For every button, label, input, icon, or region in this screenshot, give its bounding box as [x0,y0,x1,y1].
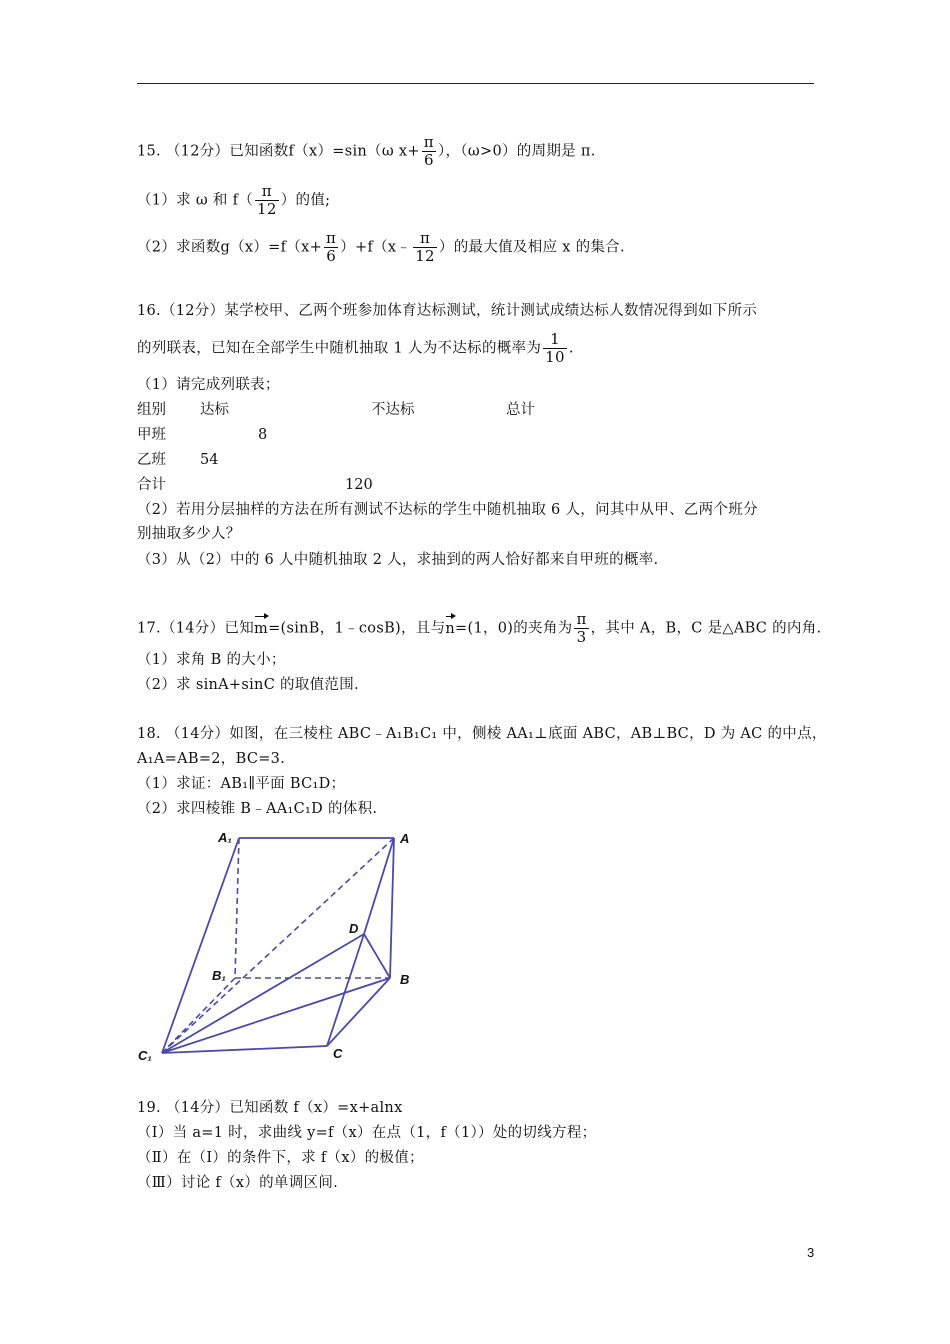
table-row3-label: 合计 [137,477,166,493]
label-c1: C₁ [138,1048,152,1063]
q15-fraction-pi-12: $\frac{\pi}{12}$ [257,182,277,218]
vector-m: m [254,613,268,639]
label-d: D [349,921,359,936]
table-header-pass: 达标 [200,402,229,418]
edge-a-b [390,838,394,978]
q17-fraction-pi-3: $\frac{\pi}{3}$ [576,610,587,646]
table-row1-label: 甲班 [137,427,166,443]
q15-head: 15. （12分）已知函数f（x）=sin（ω x+ [137,143,420,160]
label-c: C [333,1046,343,1061]
header-rule [137,83,814,84]
label-b1: B₁ [212,968,226,983]
vector-n: n [445,613,455,639]
table-row2-label: 乙班 [137,452,166,468]
prism-figure [132,826,422,1066]
table-row1-value: 8 [258,427,268,443]
q15-tail: ），（ω>0）的周期是 π. [437,143,596,160]
q18-line2: A₁A=AB=2，BC=3. [137,751,286,767]
table-header-group: 组别 [137,402,166,418]
q15-part2: （2）求函数g（x）=f（x+ $\frac{\pi}{6}$ ）+f（x﹣ $\frac{\pi}{12}$ ）的最大值及相应 x 的集合. [137,229,625,265]
q15-stem [137,134,596,169]
q16-part2-line1: （2）若用分层抽样的方法在所有测试不达标的学生中随机抽取 6 人，问其中从甲、乙两个班分 [137,502,758,518]
q15-part1: （1）求 ω 和 f（ $\frac{\pi}{12}$ ）的值; [137,182,331,218]
q15-fraction-pi-6b: $\frac{\pi}{6}$ [326,229,337,265]
q15-fraction-pi-12b: $\frac{\pi}{12}$ [415,229,435,265]
q16-fraction: $\frac{1}{10}$ [545,330,565,366]
q17-part2: （2）求 sinA+sinC 的取值范围. [137,677,359,693]
edge-a-c1-dashed [162,838,394,1053]
page-number: 3 [807,1245,815,1260]
edge-d-b [364,934,390,978]
table-header-fail: 不达标 [371,402,415,418]
q16-part3: （3）从（2）中的 6 人中随机抽取 2 人，求抽到的两人恰好都来自甲班的概率. [137,552,659,568]
q18-line1: 18. （14分）如图，在三棱柱 ABC﹣A₁B₁C₁ 中，侧棱 AA₁⊥底面 ABC，AB⊥BC，D 为 AC 的中点， [137,726,827,742]
label-a1: A₁ [218,830,232,845]
q16-part1: （1）请完成列联表； [137,377,280,393]
table-row2-value: 54 [200,452,219,468]
q18-part2: （2）求四棱锥 B﹣AA₁C₁D 的体积. [137,801,378,817]
q18-part1: （1）求证：AB₁∥平面 BC₁D； [137,776,346,792]
q19-part2: （Ⅱ）在（Ⅰ）的条件下，求 f（x）的极值； [137,1150,424,1166]
q16-line1: 16.（12分）某学校甲、乙两个班参加体育达标测试，统计测试成绩达标人数情况得到如下所示 [137,303,758,319]
edge-c1-c [162,1046,327,1053]
edge-a1-c1 [162,838,239,1053]
q19-stem: 19. （14分）已知函数 f（x）=x+alnx [137,1100,403,1116]
label-b: B [400,972,410,987]
q17-stem: 17.（14分）已知m=(sinB，1﹣cosB)，且与n=(1，0)的夹角为 $\frac{\pi}{3}$ ，其中 A，B，C 是△ABC 的内角. [137,610,822,646]
q19-part3: （Ⅲ）讨论 f（x）的单调区间. [137,1175,339,1191]
edge-c1-d [162,934,364,1053]
table-header-total: 总计 [506,402,535,418]
q19-part1: （Ⅰ）当 a=1 时，求曲线 y=f（x）在点（1，f（1））处的切线方程； [137,1125,597,1141]
table-row3-value: 120 [345,477,373,493]
q17-part1: （1）求角 B 的大小； [137,652,286,668]
label-a: A [400,831,410,846]
q16-part2-line2: 别抽取多少人？ [137,526,241,542]
q16-line2: 的列联表，已知在全部学生中随机抽取 1 人为不达标的概率为 $\frac{1}{10}$ . [137,330,574,366]
edge-c-d [327,934,364,1046]
q15-fraction-pi-6: $\frac{\pi}{6}$ [423,133,434,169]
edge-a1-b1-dashed [235,838,239,978]
